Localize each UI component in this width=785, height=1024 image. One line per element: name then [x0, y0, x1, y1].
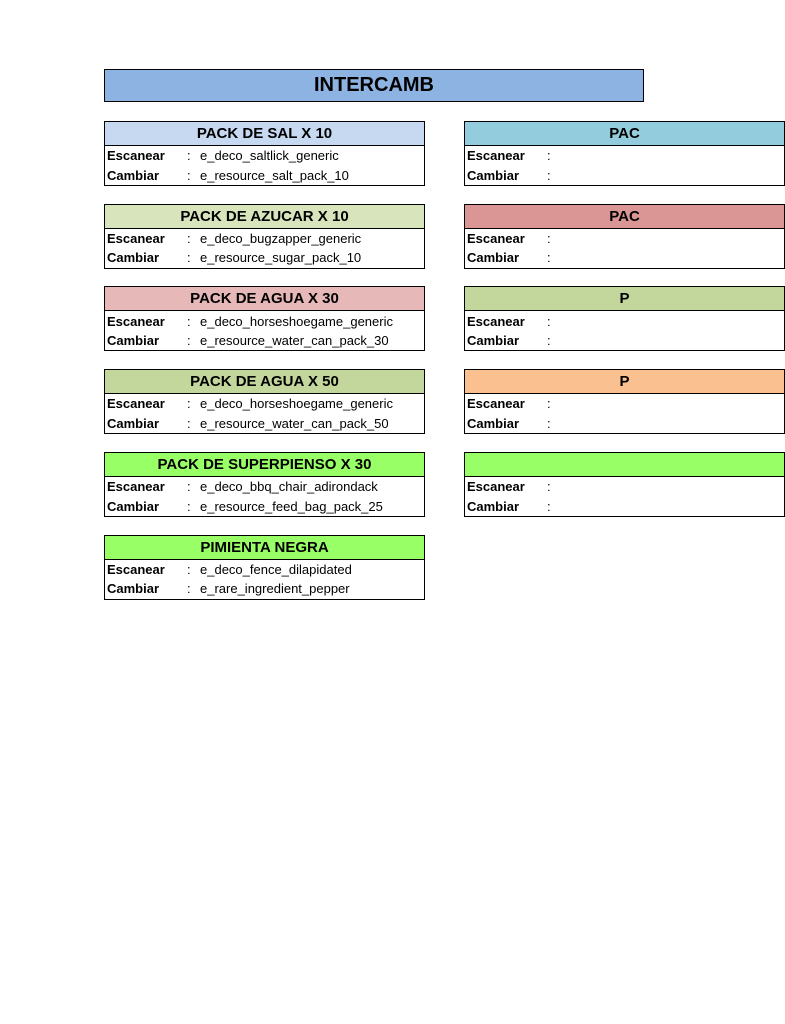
row-separator: : — [547, 250, 551, 266]
card-row — [105, 311, 424, 331]
row-separator: : — [547, 230, 551, 246]
row-label: Cambiar — [107, 167, 160, 183]
card-row — [465, 414, 784, 434]
row-label: Escanear — [467, 396, 525, 412]
row-value: e_deco_bugzapper_generic — [200, 230, 362, 246]
row-value: e_resource_sugar_pack_10 — [200, 250, 362, 266]
row-separator: : — [547, 167, 551, 183]
card-row — [465, 229, 784, 249]
card-row — [465, 166, 784, 186]
card-header: PACK DE AZUCAR X 10 — [105, 205, 424, 229]
row-separator: : — [187, 230, 191, 246]
row-label: Escanear — [107, 396, 165, 412]
card-row — [105, 248, 424, 268]
row-value: e_resource_water_can_pack_50 — [200, 415, 389, 431]
row-separator: : — [187, 498, 191, 514]
card-row — [465, 311, 784, 331]
page-title: INTERCAMB — [104, 69, 644, 102]
row-separator: : — [547, 415, 551, 431]
row-separator: : — [547, 498, 551, 514]
card-header: PAC — [465, 122, 784, 146]
row-separator: : — [187, 561, 191, 577]
card-header: PACK DE SAL X 10 — [105, 122, 424, 146]
card-row — [105, 477, 424, 497]
card-header: PACK DE SUPERPIENSO X 30 — [105, 453, 424, 477]
row-label: Cambiar — [467, 415, 520, 431]
row-label: Escanear — [107, 561, 165, 577]
card-header: PAC — [465, 205, 784, 229]
card-row — [105, 331, 424, 351]
row-label: Escanear — [107, 230, 165, 246]
card-row — [105, 146, 424, 166]
card-row — [465, 146, 784, 166]
row-value: e_deco_bbq_chair_adirondack — [200, 479, 378, 495]
row-value: e_deco_saltlick_generic — [200, 148, 339, 164]
card-row — [105, 579, 424, 599]
exchange-card — [104, 121, 425, 186]
exchange-card — [464, 369, 785, 434]
card-row — [465, 248, 784, 268]
card-row — [105, 496, 424, 516]
exchange-card — [104, 535, 425, 600]
card-row — [105, 414, 424, 434]
row-value: e_resource_water_can_pack_30 — [200, 333, 389, 349]
row-separator: : — [187, 581, 191, 597]
row-separator: : — [187, 479, 191, 495]
card-row — [105, 394, 424, 414]
exchange-card — [104, 452, 425, 517]
card-row — [465, 331, 784, 351]
exchange-card — [464, 286, 785, 351]
exchange-card — [464, 452, 785, 517]
row-separator: : — [547, 396, 551, 412]
row-label: Cambiar — [467, 250, 520, 266]
card-row — [105, 560, 424, 580]
row-label: Cambiar — [467, 333, 520, 349]
row-label: Escanear — [467, 313, 525, 329]
card-row — [105, 166, 424, 186]
row-label: Escanear — [467, 230, 525, 246]
row-separator: : — [547, 313, 551, 329]
row-label: Cambiar — [107, 415, 160, 431]
row-label: Escanear — [107, 148, 165, 164]
card-row — [465, 394, 784, 414]
card-header: PIMIENTA NEGRA — [105, 536, 424, 560]
row-separator: : — [187, 415, 191, 431]
card-header: P — [465, 370, 784, 394]
card-header: PACK DE AGUA X 30 — [105, 287, 424, 311]
row-separator: : — [187, 333, 191, 349]
exchange-card — [104, 369, 425, 434]
row-separator: : — [187, 396, 191, 412]
row-separator: : — [187, 250, 191, 266]
row-label: Cambiar — [467, 498, 520, 514]
row-label: Cambiar — [107, 581, 160, 597]
row-separator: : — [547, 479, 551, 495]
row-value: e_resource_salt_pack_10 — [200, 167, 349, 183]
row-label: Cambiar — [107, 498, 160, 514]
row-separator: : — [187, 148, 191, 164]
row-value: e_deco_horseshoegame_generic — [200, 313, 393, 329]
row-label: Cambiar — [467, 167, 520, 183]
card-header: P — [465, 287, 784, 311]
card-row — [105, 229, 424, 249]
row-separator: : — [547, 333, 551, 349]
card-row — [465, 496, 784, 516]
row-value: e_resource_feed_bag_pack_25 — [200, 498, 383, 514]
row-label: Cambiar — [107, 250, 160, 266]
row-label: Escanear — [107, 479, 165, 495]
row-label: Escanear — [467, 479, 525, 495]
exchange-card — [104, 286, 425, 351]
exchange-card — [104, 204, 425, 269]
row-separator: : — [187, 167, 191, 183]
card-header: PACK DE AGUA X 50 — [105, 370, 424, 394]
row-separator: : — [187, 313, 191, 329]
row-value: e_deco_horseshoegame_generic — [200, 396, 393, 412]
card-header — [465, 453, 784, 477]
row-label: Escanear — [467, 148, 525, 164]
row-separator: : — [547, 148, 551, 164]
row-label: Cambiar — [107, 333, 160, 349]
exchange-card — [464, 204, 785, 269]
row-value: e_rare_ingredient_pepper — [200, 581, 350, 597]
exchange-card — [464, 121, 785, 186]
row-value: e_deco_fence_dilapidated — [200, 561, 352, 577]
card-row — [465, 477, 784, 497]
row-label: Escanear — [107, 313, 165, 329]
